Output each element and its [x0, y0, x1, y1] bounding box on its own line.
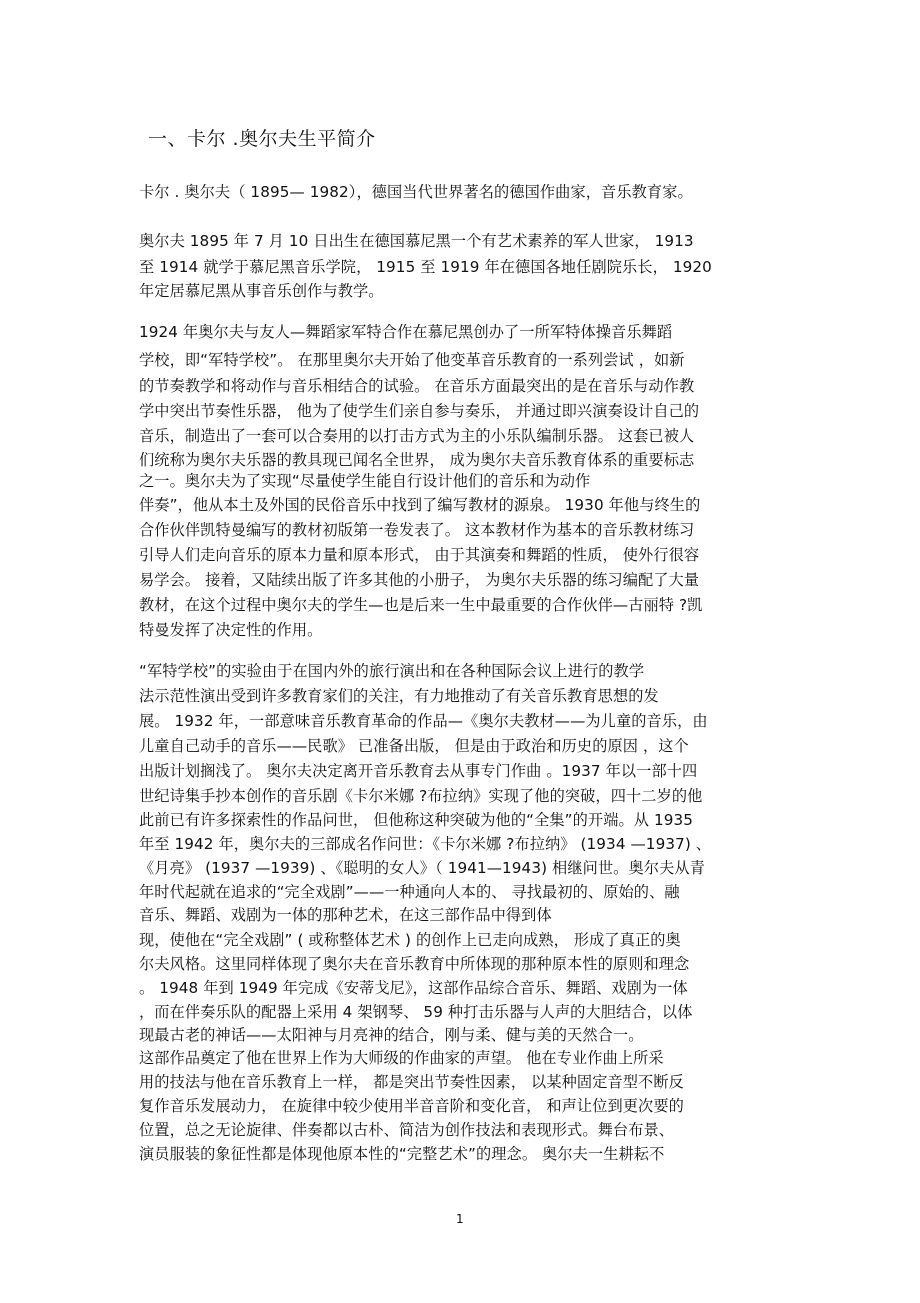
text-line: 1924 年奥尔夫与友人—舞蹈家军特合作在慕尼黑创办了一所军特体操音乐舞蹈: [139, 323, 673, 341]
text-line: 学中突出节奏性乐器， 他为了使学生们亲自参与奏乐， 并通过即兴演奏设计自己的: [139, 402, 700, 420]
text-line: 儿童自己动手的音乐——民歌》 已准备出版， 但是由于政治和历史的原因 ，这个: [139, 737, 689, 755]
text-line: 法示范性演出受到许多教育家们的关注，有力地推动了有关音乐教育思想的发: [139, 687, 659, 705]
text-line: 合作伙伴凯特曼编写的教材初版第一卷发表了。 这本教材作为基本的音乐教材练习: [139, 521, 695, 539]
text-line: 音乐，制造出了一套可以合奏用的以打击方式为主的小乐队编制乐器。 这套已被人: [139, 427, 695, 445]
text-line: 易学会。 接着，又陆续出版了许多其他的小册子， 为奥尔夫乐器的练习编配了大量: [139, 571, 700, 589]
text-line: 年时代起就在追求的“完全戏剧”——一种通向人本的、 寻找最初的、原始的、融: [139, 883, 680, 901]
text-line: 出版计划搁浅了。 奥尔夫决定离开音乐教育去从事专门作曲 。1937 年以一部十四: [139, 762, 698, 780]
text-line: 此前已有许多探索性的作品问世， 但他称这种突破为他的“全集”的开端。从 1935: [139, 811, 694, 829]
text-line: 奥尔夫 1895 年 7 月 10 日出生在德国慕尼黑一个有艺术素养的军人世家， 1913: [139, 232, 694, 250]
text-line: 。 1948 年到 1949 年完成《安蒂戈尼》，这部作品综合音乐、舞蹈、戏剧为一体: [139, 979, 688, 997]
text-line: 学校，即“军特学校”。 在那里奥尔夫开始了他变革音乐教育的一系列尝试 ，如新: [139, 351, 685, 369]
section-heading: 一、卡尔 .奥尔夫生平简介: [148, 128, 376, 150]
text-line: 卡尔 . 奥尔夫（ 1895— 1982），德国当代世界著名的德国作曲家，音乐教育家。: [139, 183, 693, 201]
text-line: 现，使他在“完全戏剧” ( 或称整体艺术 ) 的创作上已走向成熟， 形成了真正的奥: [139, 931, 681, 949]
text-line: 年定居慕尼黑从事音乐创作与教学。: [139, 282, 384, 300]
text-line: 世纪诗集手抄本创作的音乐剧《卡尔米娜 ?布拉纳》实现了他的突破，四十二岁的他: [139, 787, 703, 805]
text-line: 伴奏”，他从本土及外国的民俗音乐中找到了编写教材的源泉。 1930 年他与终生的: [139, 496, 701, 514]
text-line: 尔夫风格。这里同样体现了奥尔夫在音乐教育中所体现的那种原本性的原则和理念: [139, 955, 690, 973]
text-line: 的节奏教学和将动作与音乐相结合的试验。 在音乐方面最突出的是在音乐与动作教: [139, 377, 695, 395]
text-line: 复作音乐发展动力， 在旋律中较少使用半音音阶和变化音， 和声让位到更次要的: [139, 1097, 684, 1115]
text-line: 特曼发挥了决定性的作用。: [139, 621, 323, 639]
text-line: 教材，在这个过程中奥尔夫的学生—也是后来一生中最重要的合作伙伴—古丽特 ?凯: [139, 596, 703, 614]
text-line: 用的技法与他在音乐教育上一样， 都是突出节奏性因素， 以某种固定音型不断反: [139, 1073, 684, 1091]
text-line: 《月亮》 (1937 —1939) 、《聪明的女人》（ 1941—1943) 相继问世。奥尔夫从青: [139, 859, 705, 877]
text-line: 年至 1942 年，奥尔夫的三部成名作问世：《卡尔米娜 ?布拉纳》 (1934 —1937) 、: [139, 835, 712, 853]
text-line: 引导人们走向音乐的原本力量和原本形式， 由于其演奏和舞蹈的性质， 使外行很容: [139, 546, 700, 564]
text-line: 至 1914 就学于慕尼黑音乐学院， 1915 至 1919 年在德国各地任剧院乐长， 1920: [139, 258, 712, 276]
text-line: 这部作品奠定了他在世界上作为大师级的作曲家的声望。 他在专业作曲上所采: [139, 1049, 664, 1067]
text-line: 之一。奥尔夫为了实现“尽量使学生能自行设计他们的音乐和为动作: [139, 472, 591, 490]
text-line: 演员服装的象征性都是体现他原本性的“完整艺术”的理念。 奥尔夫一生耕耘不: [139, 1145, 665, 1163]
text-line: 展。 1932 年，一部意味音乐教育革命的作品—《奥尔夫教材——为儿童的音乐，由: [139, 712, 708, 730]
text-line: 现最古老的神话——太阳神与月亮神的结合，刚与柔、健与美的天然合一。: [139, 1026, 644, 1044]
text-line: “军特学校”的实验由于在国内外的旅行演出和在各种国际会议上进行的教学: [139, 662, 645, 680]
text-line: 们统称为奥尔夫乐器的教具现已闻名全世界， 成为奥尔夫音乐教育体系的重要标志: [139, 451, 695, 469]
text-line: 音乐、舞蹈、戏剧为一体的那种艺术，在这三部作品中得到体: [139, 906, 552, 924]
page-number: 1: [456, 1212, 464, 1226]
text-line: 位置，总之无论旋律、伴奏都以古朴、简洁为创作技法和表现形式。舞台布景、: [139, 1121, 675, 1139]
text-line: ，而在伴奏乐队的配器上采用 4 架钢琴、 59 种打击乐器与人声的大胆结合，以体: [139, 1003, 693, 1021]
